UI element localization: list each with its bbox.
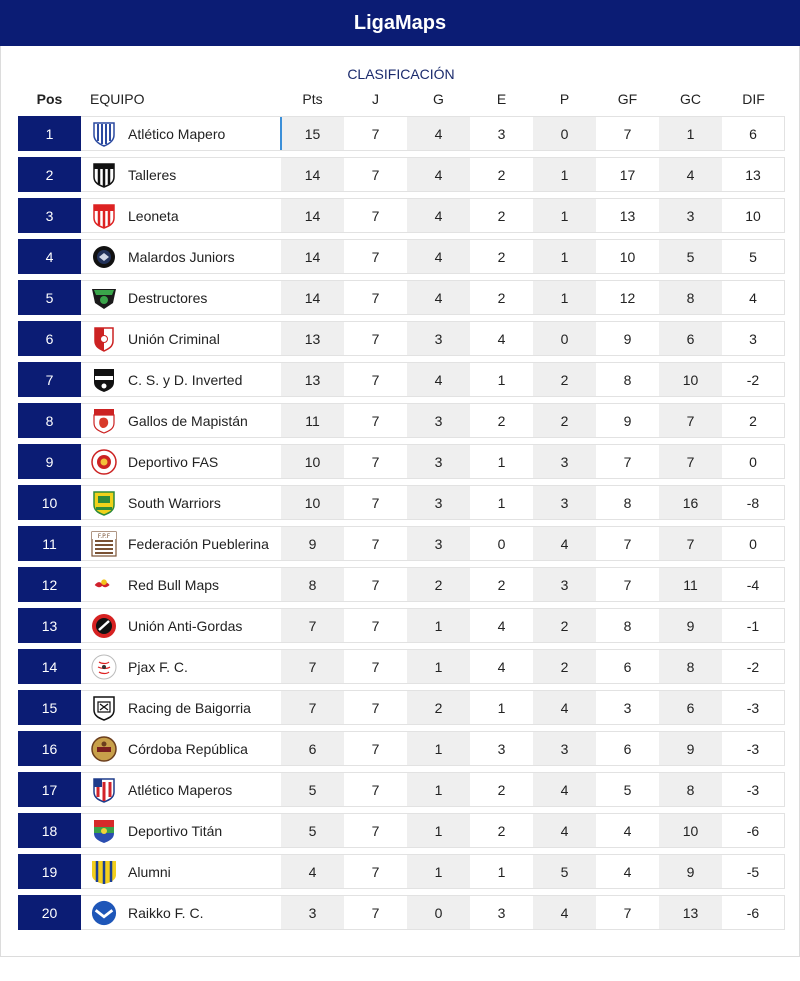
cell-pts: 5 (281, 813, 344, 848)
cell-gc: 13 (659, 895, 722, 930)
row-team[interactable] (81, 895, 281, 930)
crest-black-inverted-icon (91, 367, 117, 393)
cell-j: 7 (344, 813, 407, 848)
team-name: Pjax F. C. (128, 658, 188, 675)
team-name: Federación Pueblerina (128, 535, 269, 552)
cell-pts: 9 (281, 526, 344, 561)
cell-e: 3 (470, 116, 533, 151)
cell-g: 4 (407, 157, 470, 192)
table-row[interactable] (18, 362, 784, 397)
cell-pts: 11 (281, 403, 344, 438)
cell-dif: 10 (722, 198, 785, 233)
crest-blue-round-icon (91, 900, 117, 926)
cell-gf: 5 (596, 772, 659, 807)
row-position: 3 (18, 198, 81, 233)
cell-e: 4 (470, 649, 533, 684)
cell-gf: 10 (596, 239, 659, 274)
cell-gf: 17 (596, 157, 659, 192)
team-name: C. S. y D. Inverted (128, 371, 243, 388)
cell-gf: 7 (596, 444, 659, 479)
crest-red-green-blue-icon (91, 818, 117, 844)
cell-e: 0 (470, 526, 533, 561)
cell-g: 2 (407, 567, 470, 602)
cell-j: 7 (344, 526, 407, 561)
cell-g: 1 (407, 772, 470, 807)
row-position: 5 (18, 280, 81, 315)
row-position: 15 (18, 690, 81, 725)
crest-brown-round-icon (91, 736, 117, 762)
row-team[interactable] (81, 567, 281, 602)
table-row[interactable] (18, 526, 784, 561)
cell-gc: 1 (659, 116, 722, 151)
crest-red-white-blue-stripes-icon (91, 777, 117, 803)
cell-gc: 7 (659, 526, 722, 561)
cell-g: 3 (407, 485, 470, 520)
cell-gf: 8 (596, 485, 659, 520)
table-row[interactable] (18, 403, 784, 438)
team-name: Deportivo Titán (128, 822, 223, 839)
row-team[interactable] (81, 280, 281, 315)
cell-p: 3 (533, 567, 596, 602)
crest-black-white-stripes-icon (91, 162, 117, 188)
crest-white-black-shield-icon (91, 695, 117, 721)
row-team[interactable] (81, 321, 281, 356)
header-pos[interactable]: Pos (36, 91, 63, 107)
cell-pts: 3 (281, 895, 344, 930)
team-name: Atlético Mapero (128, 125, 226, 142)
cell-p: 2 (533, 649, 596, 684)
row-team[interactable] (81, 608, 281, 643)
cell-pts: 7 (281, 608, 344, 643)
team-name: Alumni (128, 863, 171, 880)
cell-e: 1 (470, 690, 533, 725)
table-row[interactable] (18, 608, 784, 643)
team-name: Malardos Juniors (128, 248, 235, 265)
cell-dif: -4 (722, 567, 785, 602)
cell-g: 1 (407, 649, 470, 684)
table-row[interactable] (18, 854, 784, 889)
row-position: 17 (18, 772, 81, 807)
cell-e: 3 (470, 895, 533, 930)
cell-pts: 8 (281, 567, 344, 602)
row-position: 6 (18, 321, 81, 356)
row-position: 4 (18, 239, 81, 274)
cell-gc: 9 (659, 854, 722, 889)
cell-e: 2 (470, 813, 533, 848)
cell-g: 0 (407, 895, 470, 930)
cell-gc: 16 (659, 485, 722, 520)
row-team[interactable] (81, 485, 281, 520)
crest-brown-white-icon (91, 531, 117, 557)
cell-j: 7 (344, 444, 407, 479)
row-team[interactable] (81, 157, 281, 192)
header-team[interactable]: EQUIPO (90, 91, 145, 107)
cell-e: 2 (470, 157, 533, 192)
team-name: Destructores (128, 289, 208, 306)
crest-green-black-icon (91, 285, 117, 311)
cell-j: 7 (344, 895, 407, 930)
cell-p: 0 (533, 321, 596, 356)
cell-j: 7 (344, 485, 407, 520)
team-name: Atlético Maperos (128, 781, 233, 798)
cell-dif: -2 (722, 362, 785, 397)
cell-dif: 0 (722, 526, 785, 561)
cell-e: 2 (470, 567, 533, 602)
cell-j: 7 (344, 403, 407, 438)
row-position: 14 (18, 649, 81, 684)
cell-e: 1 (470, 485, 533, 520)
header-pts[interactable]: Pts (302, 91, 323, 107)
table-row[interactable] (18, 731, 784, 766)
row-team[interactable] (81, 362, 281, 397)
team-name: Unión Criminal (128, 330, 220, 347)
cell-g: 4 (407, 116, 470, 151)
team-name: Raikko F. C. (128, 904, 204, 921)
cell-gc: 10 (659, 362, 722, 397)
row-position: 20 (18, 895, 81, 930)
cell-e: 4 (470, 321, 533, 356)
cell-g: 3 (407, 526, 470, 561)
cell-p: 5 (533, 854, 596, 889)
row-position: 2 (18, 157, 81, 192)
cell-p: 1 (533, 239, 596, 274)
table-row[interactable] (18, 895, 784, 930)
header-gc[interactable]: GC (680, 91, 701, 107)
header-dif[interactable]: DIF (742, 91, 765, 107)
header-e[interactable]: E (496, 91, 507, 107)
crest-yellow-green-icon (91, 490, 117, 516)
svg-text:F.P.F: F.P.F (97, 532, 111, 540)
cell-pts: 13 (281, 362, 344, 397)
cell-pts: 14 (281, 157, 344, 192)
header-g[interactable]: G (433, 91, 444, 107)
cell-pts: 6 (281, 731, 344, 766)
row-team[interactable] (81, 526, 281, 561)
cell-pts: 7 (281, 649, 344, 684)
header-p[interactable]: P (559, 91, 570, 107)
row-team[interactable] (81, 444, 281, 479)
row-team[interactable] (81, 239, 281, 274)
crest-red-white-stripes-icon (91, 203, 117, 229)
table-row[interactable] (18, 239, 784, 274)
cell-gc: 5 (659, 239, 722, 274)
cell-pts: 5 (281, 772, 344, 807)
crest-red-white-shield-icon (91, 326, 117, 352)
cell-gc: 9 (659, 608, 722, 643)
cell-dif: -6 (722, 813, 785, 848)
table-row[interactable] (18, 485, 784, 520)
table-row[interactable] (18, 649, 784, 684)
cell-e: 2 (470, 198, 533, 233)
header-gf[interactable]: GF (617, 91, 638, 107)
cell-p: 3 (533, 485, 596, 520)
row-position: 18 (18, 813, 81, 848)
cell-gf: 4 (596, 813, 659, 848)
table-row[interactable] (18, 813, 784, 848)
crest-blue-white-stripes-icon (91, 121, 117, 147)
header-j[interactable]: J (372, 91, 379, 107)
cell-dif: 3 (722, 321, 785, 356)
cell-j: 7 (344, 567, 407, 602)
crest-red-bull-icon (91, 572, 117, 598)
cell-gf: 7 (596, 116, 659, 151)
cell-p: 4 (533, 772, 596, 807)
cell-g: 1 (407, 854, 470, 889)
cell-dif: -8 (722, 485, 785, 520)
cell-dif: 5 (722, 239, 785, 274)
cell-j: 7 (344, 690, 407, 725)
cell-e: 2 (470, 772, 533, 807)
cell-e: 1 (470, 444, 533, 479)
cell-dif: -6 (722, 895, 785, 930)
table-header (18, 91, 784, 111)
row-team[interactable] (81, 731, 281, 766)
cell-e: 1 (470, 362, 533, 397)
row-team[interactable] (81, 772, 281, 807)
cell-p: 4 (533, 526, 596, 561)
row-team[interactable] (81, 854, 281, 889)
cell-p: 1 (533, 198, 596, 233)
row-team[interactable] (81, 690, 281, 725)
cell-gc: 7 (659, 403, 722, 438)
cell-g: 3 (407, 321, 470, 356)
row-position: 10 (18, 485, 81, 520)
cell-pts: 7 (281, 690, 344, 725)
cell-dif: -3 (722, 690, 785, 725)
cell-j: 7 (344, 854, 407, 889)
cell-gf: 6 (596, 649, 659, 684)
cell-p: 4 (533, 813, 596, 848)
crest-red-black-round-icon (91, 613, 117, 639)
cell-e: 1 (470, 854, 533, 889)
row-position: 8 (18, 403, 81, 438)
cell-gc: 10 (659, 813, 722, 848)
cell-j: 7 (344, 731, 407, 766)
cell-g: 4 (407, 198, 470, 233)
cell-gf: 9 (596, 403, 659, 438)
cell-pts: 15 (281, 116, 344, 151)
app-header (0, 0, 800, 46)
cell-p: 3 (533, 731, 596, 766)
cell-dif: -2 (722, 649, 785, 684)
cell-dif: -5 (722, 854, 785, 889)
cell-g: 2 (407, 690, 470, 725)
cell-j: 7 (344, 280, 407, 315)
cell-dif: 4 (722, 280, 785, 315)
cell-p: 0 (533, 116, 596, 151)
team-name: Talleres (128, 166, 177, 183)
cell-j: 7 (344, 772, 407, 807)
team-name: South Warriors (128, 494, 221, 511)
cell-dif: 6 (722, 116, 785, 151)
row-position: 12 (18, 567, 81, 602)
cell-e: 2 (470, 403, 533, 438)
table-row[interactable] (18, 198, 784, 233)
cell-gc: 6 (659, 690, 722, 725)
table-row[interactable] (18, 567, 784, 602)
standings-panel (0, 46, 800, 957)
cell-p: 1 (533, 280, 596, 315)
cell-gc: 9 (659, 731, 722, 766)
cell-gf: 7 (596, 567, 659, 602)
cell-dif: 2 (722, 403, 785, 438)
cell-pts: 4 (281, 854, 344, 889)
cell-pts: 13 (281, 321, 344, 356)
cell-gc: 8 (659, 772, 722, 807)
crest-yellow-blue-stripes-icon (91, 859, 117, 885)
cell-g: 3 (407, 444, 470, 479)
cell-p: 1 (533, 157, 596, 192)
cell-dif: 0 (722, 444, 785, 479)
team-name: Racing de Baigorria (128, 699, 251, 716)
cell-gc: 8 (659, 280, 722, 315)
table-row[interactable] (18, 116, 784, 151)
cell-gc: 8 (659, 649, 722, 684)
row-position: 16 (18, 731, 81, 766)
cell-g: 1 (407, 813, 470, 848)
row-position: 13 (18, 608, 81, 643)
app-title: LigaMaps (353, 11, 447, 34)
row-team[interactable] (81, 649, 281, 684)
row-team[interactable] (81, 198, 281, 233)
crest-white-red-round-icon (91, 654, 117, 680)
cell-j: 7 (344, 362, 407, 397)
table-row[interactable] (18, 321, 784, 356)
row-position: 1 (18, 116, 81, 151)
cell-gf: 7 (596, 895, 659, 930)
crest-black-round-icon (91, 244, 117, 270)
team-name: Unión Anti-Gordas (128, 617, 243, 634)
cell-g: 4 (407, 280, 470, 315)
table-row[interactable] (18, 772, 784, 807)
cell-gc: 11 (659, 567, 722, 602)
cell-e: 3 (470, 731, 533, 766)
row-team[interactable] (81, 813, 281, 848)
cell-pts: 14 (281, 239, 344, 274)
cell-j: 7 (344, 116, 407, 151)
row-team[interactable] (81, 116, 281, 151)
crest-red-round-icon (91, 449, 117, 475)
cell-p: 2 (533, 403, 596, 438)
table-row[interactable] (18, 280, 784, 315)
cell-gf: 6 (596, 731, 659, 766)
crest-red-rooster-icon (91, 408, 117, 434)
cell-gc: 6 (659, 321, 722, 356)
team-name: Red Bull Maps (128, 576, 220, 593)
cell-g: 3 (407, 403, 470, 438)
cell-gf: 4 (596, 854, 659, 889)
row-position: 19 (18, 854, 81, 889)
cell-gf: 8 (596, 608, 659, 643)
cell-e: 2 (470, 239, 533, 274)
team-name: Leoneta (128, 207, 179, 224)
cell-dif: 13 (722, 157, 785, 192)
cell-j: 7 (344, 321, 407, 356)
cell-p: 2 (533, 362, 596, 397)
cell-j: 7 (344, 608, 407, 643)
cell-p: 2 (533, 608, 596, 643)
team-name: Deportivo FAS (128, 453, 219, 470)
cell-gc: 3 (659, 198, 722, 233)
cell-gf: 3 (596, 690, 659, 725)
team-name: Córdoba República (128, 740, 248, 757)
table-row[interactable] (18, 690, 784, 725)
cell-g: 4 (407, 239, 470, 274)
cell-j: 7 (344, 239, 407, 274)
cell-pts: 14 (281, 280, 344, 315)
cell-gf: 9 (596, 321, 659, 356)
cell-gc: 4 (659, 157, 722, 192)
table-row[interactable] (18, 157, 784, 192)
cell-g: 1 (407, 731, 470, 766)
cell-e: 4 (470, 608, 533, 643)
team-name: Gallos de Mapistán (128, 412, 248, 429)
cell-j: 7 (344, 157, 407, 192)
cell-j: 7 (344, 649, 407, 684)
cell-j: 7 (344, 198, 407, 233)
table-row[interactable] (18, 444, 784, 479)
row-position: 9 (18, 444, 81, 479)
cell-e: 2 (470, 280, 533, 315)
row-position: 11 (18, 526, 81, 561)
cell-gc: 7 (659, 444, 722, 479)
cell-dif: -3 (722, 772, 785, 807)
cell-g: 1 (407, 608, 470, 643)
cell-gf: 12 (596, 280, 659, 315)
cell-dif: -1 (722, 608, 785, 643)
cell-gf: 7 (596, 526, 659, 561)
cell-pts: 14 (281, 198, 344, 233)
standings-title: CLASIFICACIÓN (347, 66, 455, 82)
cell-dif: -3 (722, 731, 785, 766)
text-cursor (280, 117, 282, 150)
row-team[interactable] (81, 403, 281, 438)
cell-gf: 13 (596, 198, 659, 233)
cell-p: 4 (533, 690, 596, 725)
cell-g: 4 (407, 362, 470, 397)
cell-gf: 8 (596, 362, 659, 397)
cell-p: 4 (533, 895, 596, 930)
cell-pts: 10 (281, 485, 344, 520)
cell-pts: 10 (281, 444, 344, 479)
row-position: 7 (18, 362, 81, 397)
cell-p: 3 (533, 444, 596, 479)
